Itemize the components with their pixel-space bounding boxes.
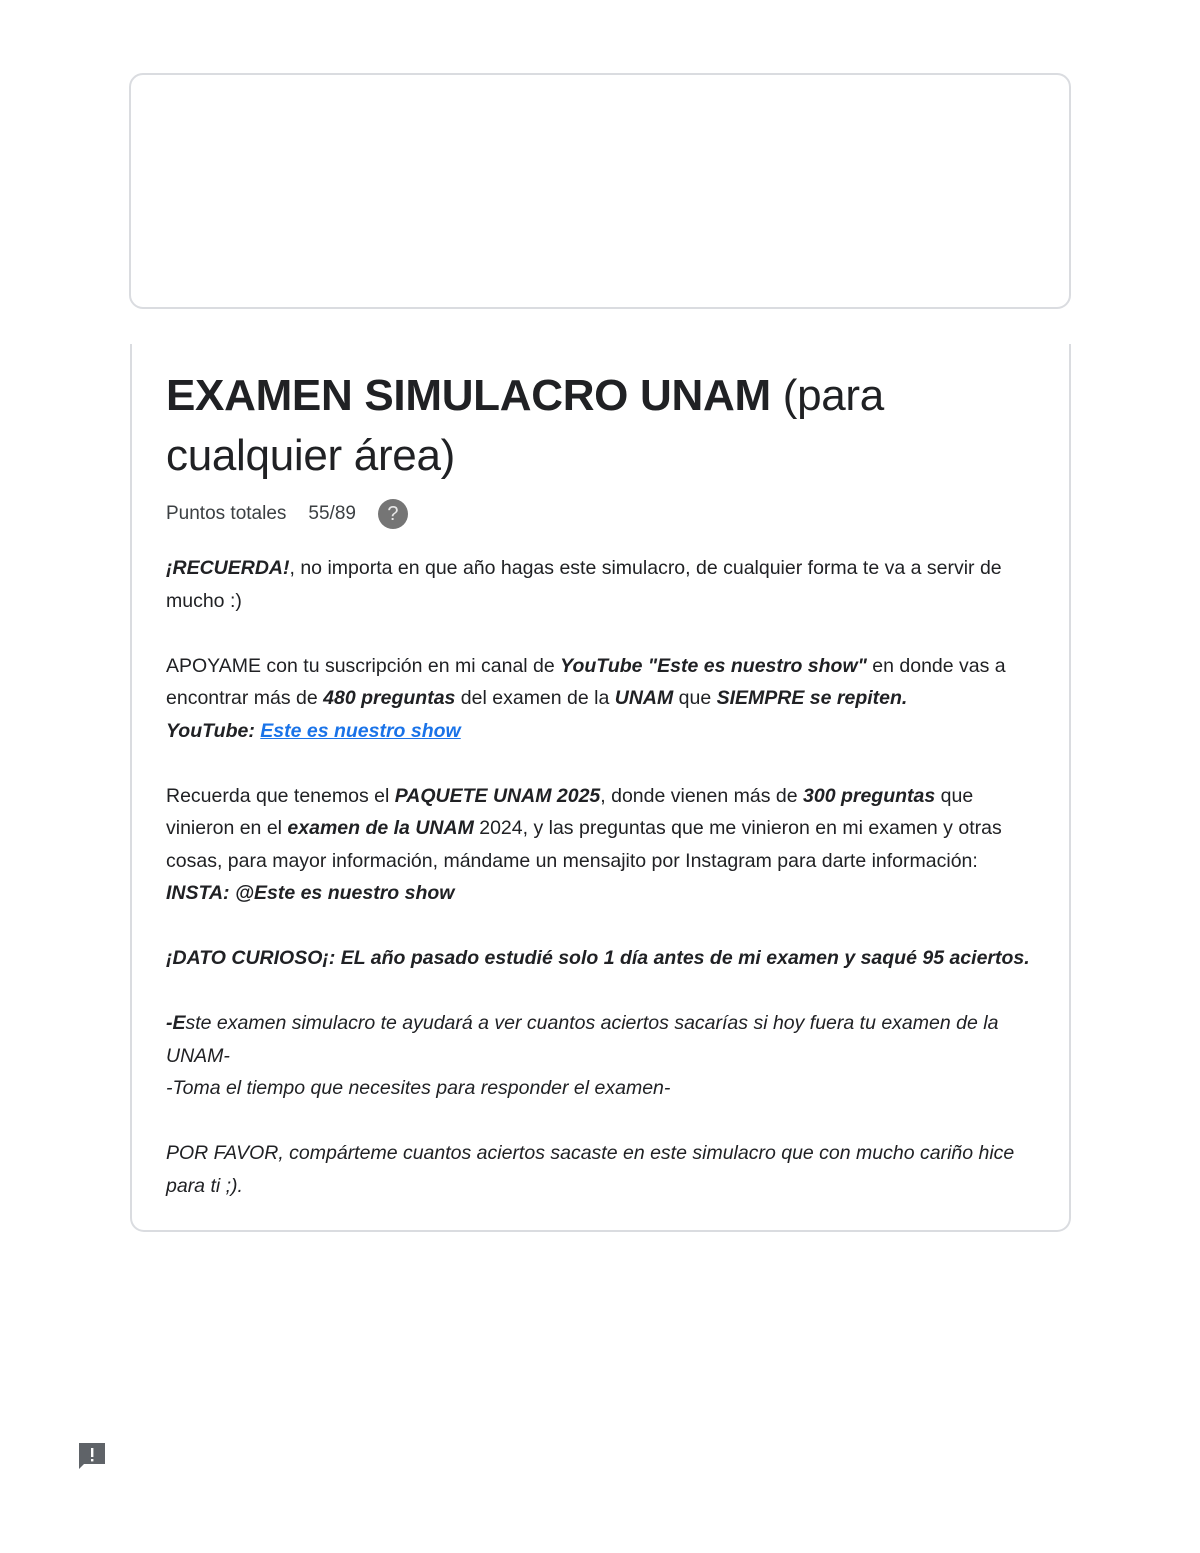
description-text: , donde vienen más de: [600, 784, 803, 807]
spacer: [166, 617, 1046, 650]
description-paragraph-1: [166, 552, 1046, 617]
description-text: POR FAVOR, compárteme cuantos aciertos sacaste en este simulacro que con mucho cariño hice para ti ;).: [166, 1142, 1015, 1197]
form-title: [166, 366, 1046, 486]
header-banner-card: [129, 73, 1071, 309]
youtube-channel-text: YouTube "Este es nuestro show": [560, 654, 867, 677]
dato-curioso-text: ¡DATO CURIOSO¡: EL año pasado estudié solo 1 día antes de mi examen y saqué 95 aciertos.: [166, 947, 1030, 969]
description-paragraph-3: [166, 780, 1046, 910]
description-text: -E: [166, 1012, 186, 1034]
spacer: [166, 1105, 1046, 1138]
description-text: que: [673, 687, 717, 709]
spacer: [166, 975, 1046, 1008]
exam-text: examen de la UNAM: [287, 817, 474, 839]
package-text: PAQUETE UNAM 2025: [394, 784, 601, 807]
youtube-link-line: [166, 715, 1046, 748]
description-paragraph-5b: [166, 1072, 1046, 1105]
feedback-icon[interactable]: [76, 1440, 108, 1472]
youtube-channel-link[interactable]: Este es nuestro show: [260, 719, 461, 742]
spacer: [166, 747, 1046, 780]
description-text: 2024, y las preguntas que me vinieron en mi examen y otras cosas, para mayor información, mándame un mensajito por Instagram para darte información:: [166, 817, 1002, 872]
form-header-content: [166, 366, 1046, 1202]
question-count-text: 300 preguntas: [803, 784, 936, 807]
siempre-text: SIEMPRE se repiten.: [716, 687, 908, 709]
description-paragraph-5: [166, 1007, 1046, 1072]
points-value: 55/89: [308, 503, 356, 524]
form-description: [166, 552, 1046, 1202]
description-text: Recuerda que tenemos el: [166, 784, 395, 807]
description-text: APOYAME con tu suscripción en mi canal de: [166, 654, 561, 677]
unam-text: UNAM: [614, 687, 674, 709]
question-count-text: 480 preguntas: [323, 687, 456, 709]
instagram-text: INSTA: @Este es nuestro show: [166, 882, 455, 904]
description-text: -Toma el tiempo que necesites para responder el examen-: [166, 1077, 671, 1099]
recuerda-text: ¡RECUERDA!: [166, 557, 290, 579]
points-label: Puntos totales: [166, 503, 287, 524]
total-points-row: [166, 498, 1046, 530]
spacer: [166, 910, 1046, 943]
description-text: del examen de la: [455, 687, 615, 709]
form-title-rest: (para cualquier área): [166, 371, 884, 480]
description-text: en donde vas a encontrar más de: [166, 654, 1006, 709]
description-text: que vinieron en el: [166, 784, 974, 839]
description-paragraph-2: [166, 650, 1046, 715]
description-text: , no importa en que año hagas este simulacro, de cualquier forma te va a servir de mucho :): [166, 557, 1002, 612]
description-text: ste examen simulacro te ayudará a ver cuantos aciertos sacarías si hoy fuera tu examen de la UNAM-: [166, 1012, 999, 1067]
youtube-label: YouTube:: [166, 719, 261, 742]
description-paragraph-6: [166, 1137, 1046, 1202]
help-circle-icon[interactable]: ?: [378, 499, 408, 529]
form-title-bold: EXAMEN SIMULACRO UNAM: [166, 371, 771, 420]
